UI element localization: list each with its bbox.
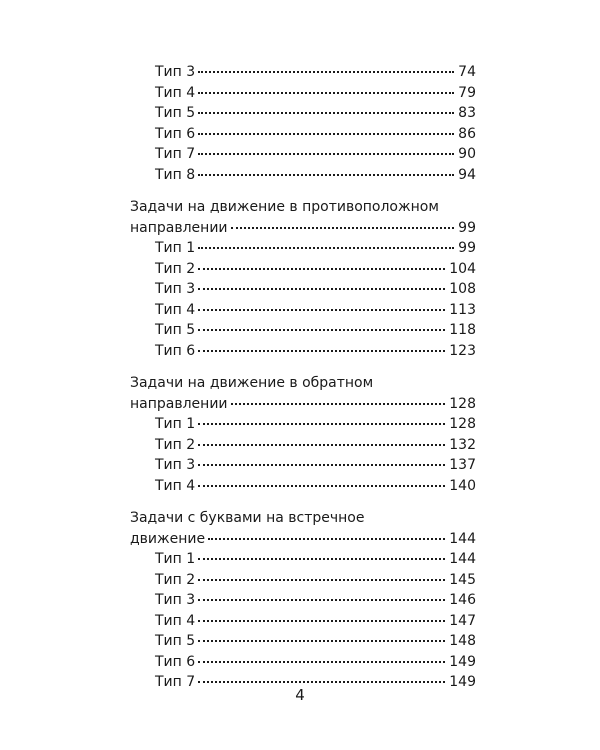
entry-label: Тип 4: [155, 301, 196, 318]
page-number: 4: [295, 686, 305, 704]
entry-label: Тип 6: [155, 342, 196, 359]
dot-leader: [198, 661, 445, 663]
toc-entry: [130, 279, 476, 300]
entry-label: Тип 8: [155, 166, 196, 183]
section-title-row: [130, 529, 476, 550]
toc-section-letters-oncoming: [130, 508, 476, 693]
entry-page: 123: [449, 342, 476, 359]
toc-entry: [130, 476, 476, 497]
entry-page: 128: [449, 416, 476, 432]
entry-page: 99: [458, 240, 476, 256]
section-page: 128: [449, 395, 476, 412]
section-title-row: [130, 218, 476, 239]
dot-leader: [198, 247, 454, 249]
toc-entry: [130, 103, 476, 124]
dot-leader: [198, 599, 445, 601]
toc-entry: [130, 414, 476, 435]
toc-entry: [130, 455, 476, 476]
toc-entry: [130, 165, 476, 186]
section-page: 144: [449, 530, 476, 547]
dot-leader: [198, 309, 445, 311]
section-title-continued: движение: [130, 530, 206, 547]
dot-leader: [198, 288, 445, 290]
entry-page: 113: [449, 301, 476, 318]
section-title: Задачи на движение в противоположном: [130, 199, 439, 215]
entry-page: 104: [449, 260, 476, 277]
dot-leader: [198, 444, 445, 446]
dot-leader: [231, 227, 455, 229]
toc-entry: [130, 259, 476, 280]
entry-label: Тип 6: [155, 125, 196, 142]
section-page: 99: [458, 219, 476, 236]
toc-entry: [130, 341, 476, 362]
toc-top-group: [130, 62, 476, 185]
entry-page: 137: [449, 457, 476, 473]
entry-page: 108: [449, 281, 476, 297]
entry-page: 149: [449, 674, 476, 690]
dot-leader: [198, 464, 445, 466]
entry-label: Тип 1: [155, 551, 196, 567]
entry-page: 148: [449, 633, 476, 649]
entry-page: 147: [449, 612, 476, 629]
entry-label: Тип 1: [155, 416, 196, 432]
toc-entry: [130, 320, 476, 341]
entry-label: Тип 2: [155, 260, 196, 277]
dot-leader: [198, 153, 454, 155]
entry-page: 146: [449, 592, 476, 608]
dot-leader: [198, 681, 445, 683]
entry-label: Тип 7: [155, 674, 196, 690]
entry-page: 94: [458, 166, 476, 183]
entry-page: 90: [458, 146, 476, 162]
entry-label: Тип 5: [155, 105, 196, 121]
dot-leader: [198, 350, 445, 352]
entry-label: Тип 3: [155, 457, 196, 473]
dot-leader: [231, 403, 446, 405]
dot-leader: [198, 92, 454, 94]
toc-section-opposite-direction: [130, 197, 476, 361]
entry-page: 83: [458, 105, 476, 121]
section-title-continued: направлении: [130, 219, 228, 236]
dot-leader: [198, 640, 445, 642]
toc-entry: [130, 238, 476, 259]
entry-label: Тип 1: [155, 240, 196, 256]
entry-label: Тип 2: [155, 436, 196, 453]
entry-label: Тип 7: [155, 146, 196, 162]
toc-entry: [130, 549, 476, 570]
entry-page: 145: [449, 571, 476, 588]
toc-entry: [130, 652, 476, 673]
entry-page: 140: [449, 477, 476, 494]
toc-entry: [130, 570, 476, 591]
entry-label: Тип 6: [155, 653, 196, 670]
toc-entry: [130, 611, 476, 632]
dot-leader: [198, 112, 454, 114]
entry-page: 149: [449, 653, 476, 670]
dot-leader: [198, 485, 445, 487]
dot-leader: [198, 133, 454, 135]
dot-leader: [198, 268, 445, 270]
toc-entry: [130, 631, 476, 652]
table-of-contents: [130, 62, 476, 693]
toc-entry: [130, 124, 476, 145]
toc-section-reverse-direction: [130, 373, 476, 496]
toc-entry: [130, 83, 476, 104]
section-title: Задачи с буквами на встречное: [130, 510, 365, 526]
entry-page: 79: [458, 84, 476, 101]
toc-entry: [130, 590, 476, 611]
entry-label: Тип 3: [155, 281, 196, 297]
entry-label: Тип 5: [155, 633, 196, 649]
dot-leader: [198, 558, 445, 560]
dot-leader: [198, 329, 445, 331]
entry-page: 132: [449, 436, 476, 453]
toc-entry: [130, 435, 476, 456]
entry-label: Тип 3: [155, 64, 196, 80]
section-title-continued: направлении: [130, 395, 228, 412]
dot-leader: [198, 620, 445, 622]
entry-page: 118: [449, 322, 476, 338]
dot-leader: [198, 174, 454, 176]
dot-leader: [208, 538, 445, 540]
entry-page: 86: [458, 125, 476, 142]
entry-page: 144: [449, 551, 476, 567]
entry-label: Тип 4: [155, 477, 196, 494]
toc-entry: [130, 62, 476, 83]
section-title-row: [130, 394, 476, 415]
section-title: Задачи на движение в обратном: [130, 375, 374, 391]
entry-label: Тип 4: [155, 612, 196, 629]
toc-entry: [130, 144, 476, 165]
entry-label: Тип 4: [155, 84, 196, 101]
dot-leader: [198, 71, 454, 73]
entry-label: Тип 5: [155, 322, 196, 338]
entry-page: 74: [458, 64, 476, 80]
dot-leader: [198, 579, 445, 581]
entry-label: Тип 2: [155, 571, 196, 588]
entry-label: Тип 3: [155, 592, 196, 608]
dot-leader: [198, 423, 445, 425]
toc-entry: [130, 300, 476, 321]
